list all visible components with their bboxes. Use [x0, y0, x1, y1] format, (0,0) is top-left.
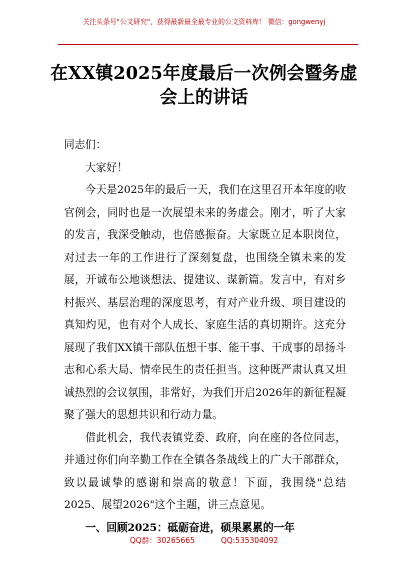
paragraph-1: 今天是2025年的最后一天，我们在这里召开本年度的收官例会，同时也是一次展望未来的务虚会。刚才，听了大家的发言，我深受触动，也倍感振奋。大家既立足本职岗位，对过去一年的工作进行了深刻复盘，也围绕全镇未来的发展，开诚布公地谈想法、提建议、谋新篇。发言中，有对乡村振兴、基层治理的深度思考，有对产业升级、项目建设的真知灼见，也有对个人成长、家庭生活的真切期许。这充分展现了我们XX镇干部队伍想干事、能干事、干成事的昂扬斗志和心系大局、情牵民生的责任担当。这种既严肃认真又坦诚热烈的会议氛围，非常好，为我们开启2026年的新征程凝聚了强大的思想共识和行动力量。	[64, 184, 346, 421]
header-notice	[0, 17, 408, 43]
footer-contact	[0, 534, 408, 548]
salutation: 同志们：	[64, 139, 107, 151]
greeting: 大家好！	[85, 161, 128, 174]
document-title	[40, 62, 368, 110]
section-1-heading: 一、回顾2025：砥砺奋进，硕果累累的一年	[85, 521, 295, 534]
document-title-line1: 在XX镇2025年度最后一次例会暨务虚	[50, 64, 358, 84]
paragraph-2: 借此机会，我代表镇党委、政府，向在座的各位同志，并通过你们向辛勤工作在全镇各条战线上的广大干部群众，致以最诚挚的感谢和崇高的敬意！下面，我围绕"总结2025、展望2026"这个主题，讲三点意见。	[64, 431, 346, 511]
header-divider	[58, 44, 358, 45]
header-notice-text: 关注头条号"公文研究"，获得最新最全最专业的公文资料库！ 微信：gongwenyj	[82, 18, 326, 26]
footer-qq-group: QQ群：30265665	[129, 536, 195, 545]
footer-qq-number: QQ:535304092	[220, 536, 279, 545]
document-body	[64, 134, 346, 539]
document-title-line2: 会上的讲话	[159, 88, 249, 108]
